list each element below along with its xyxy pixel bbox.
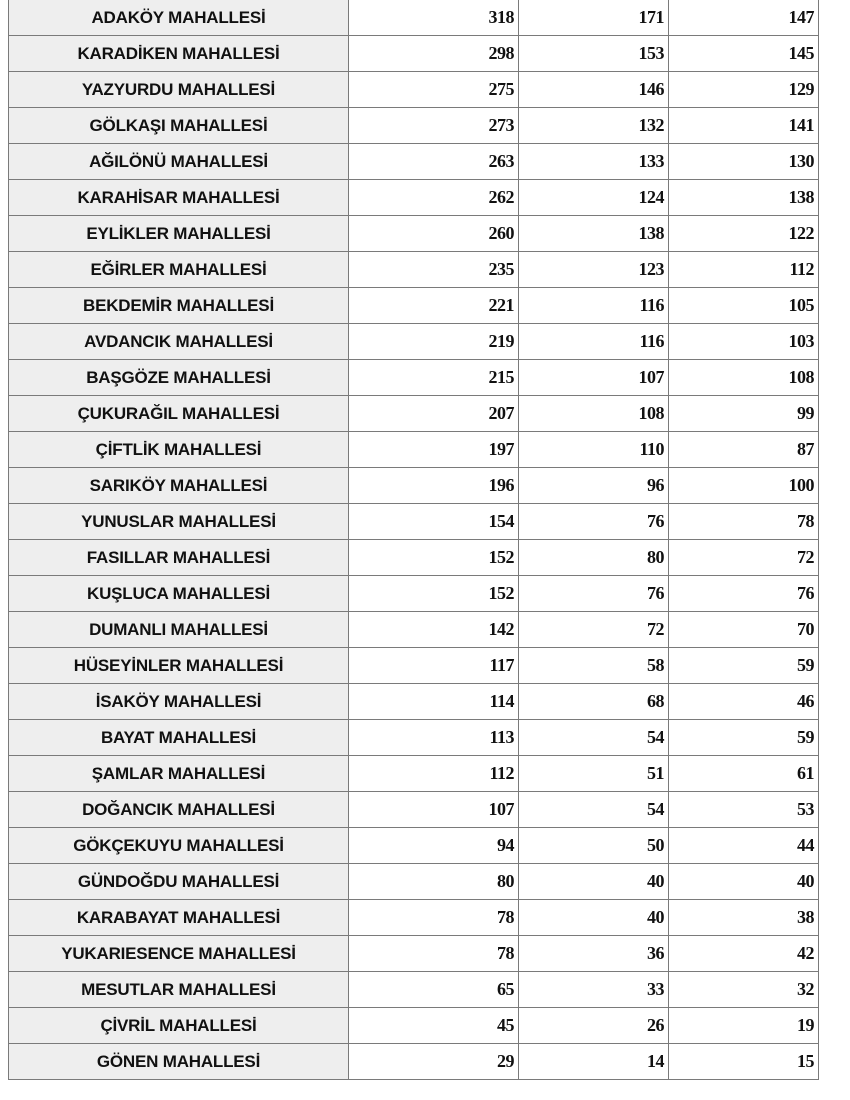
table-row (9, 36, 819, 72)
neighborhood-name: HÜSEYİNLER MAHALLESİ (9, 648, 349, 684)
male-population: 124 (519, 180, 669, 216)
table-row (9, 648, 819, 684)
total-population: 152 (349, 540, 519, 576)
neighborhood-name: ADAKÖY MAHALLESİ (9, 0, 349, 36)
neighborhood-name: YUNUSLAR MAHALLESİ (9, 504, 349, 540)
female-population: 99 (669, 396, 819, 432)
female-population: 15 (669, 1044, 819, 1080)
neighborhood-name: GÜNDOĞDU MAHALLESİ (9, 864, 349, 900)
table-row (9, 612, 819, 648)
neighborhood-name: AVDANCIK MAHALLESİ (9, 324, 349, 360)
female-population: 145 (669, 36, 819, 72)
female-population: 129 (669, 72, 819, 108)
total-population: 113 (349, 720, 519, 756)
table-row (9, 396, 819, 432)
total-population: 117 (349, 648, 519, 684)
neighborhood-name: ÇUKURAĞIL MAHALLESİ (9, 396, 349, 432)
male-population: 110 (519, 432, 669, 468)
table-row (9, 216, 819, 252)
total-population: 78 (349, 900, 519, 936)
male-population: 50 (519, 828, 669, 864)
male-population: 33 (519, 972, 669, 1008)
table-row (9, 720, 819, 756)
neighborhood-name: YUKARIESENCE MAHALLESİ (9, 936, 349, 972)
total-population: 80 (349, 864, 519, 900)
female-population: 78 (669, 504, 819, 540)
female-population: 38 (669, 900, 819, 936)
table-row (9, 828, 819, 864)
male-population: 26 (519, 1008, 669, 1044)
neighborhood-name: BAŞGÖZE MAHALLESİ (9, 360, 349, 396)
table-row (9, 1044, 819, 1080)
table-row (9, 684, 819, 720)
table-row (9, 252, 819, 288)
female-population: 138 (669, 180, 819, 216)
female-population: 46 (669, 684, 819, 720)
table-row (9, 504, 819, 540)
table-row (9, 468, 819, 504)
table-row (9, 972, 819, 1008)
female-population: 40 (669, 864, 819, 900)
male-population: 171 (519, 0, 669, 36)
total-population: 215 (349, 360, 519, 396)
total-population: 273 (349, 108, 519, 144)
table-row (9, 864, 819, 900)
female-population: 61 (669, 756, 819, 792)
male-population: 76 (519, 504, 669, 540)
total-population: 94 (349, 828, 519, 864)
male-population: 54 (519, 720, 669, 756)
total-population: 221 (349, 288, 519, 324)
table-row (9, 360, 819, 396)
neighborhood-name: KARADİKEN MAHALLESİ (9, 36, 349, 72)
male-population: 51 (519, 756, 669, 792)
male-population: 138 (519, 216, 669, 252)
female-population: 42 (669, 936, 819, 972)
total-population: 262 (349, 180, 519, 216)
male-population: 40 (519, 900, 669, 936)
neighborhood-name: KARAHİSAR MAHALLESİ (9, 180, 349, 216)
neighborhood-name: MESUTLAR MAHALLESİ (9, 972, 349, 1008)
table-row (9, 1008, 819, 1044)
neighborhood-name: EYLİKLER MAHALLESİ (9, 216, 349, 252)
neighborhood-name: ŞAMLAR MAHALLESİ (9, 756, 349, 792)
male-population: 146 (519, 72, 669, 108)
table-row (9, 0, 819, 36)
total-population: 318 (349, 0, 519, 36)
neighborhood-name: EĞİRLER MAHALLESİ (9, 252, 349, 288)
table-row (9, 756, 819, 792)
female-population: 112 (669, 252, 819, 288)
neighborhood-name: KUŞLUCA MAHALLESİ (9, 576, 349, 612)
female-population: 76 (669, 576, 819, 612)
male-population: 68 (519, 684, 669, 720)
female-population: 141 (669, 108, 819, 144)
female-population: 32 (669, 972, 819, 1008)
total-population: 29 (349, 1044, 519, 1080)
neighborhood-name: GÖLKAŞI MAHALLESİ (9, 108, 349, 144)
total-population: 263 (349, 144, 519, 180)
table-row (9, 288, 819, 324)
female-population: 108 (669, 360, 819, 396)
male-population: 40 (519, 864, 669, 900)
total-population: 197 (349, 432, 519, 468)
male-population: 132 (519, 108, 669, 144)
total-population: 196 (349, 468, 519, 504)
male-population: 116 (519, 324, 669, 360)
female-population: 53 (669, 792, 819, 828)
male-population: 14 (519, 1044, 669, 1080)
total-population: 207 (349, 396, 519, 432)
neighborhood-name: FASILLAR MAHALLESİ (9, 540, 349, 576)
table-row (9, 936, 819, 972)
male-population: 76 (519, 576, 669, 612)
female-population: 19 (669, 1008, 819, 1044)
total-population: 152 (349, 576, 519, 612)
female-population: 70 (669, 612, 819, 648)
total-population: 275 (349, 72, 519, 108)
total-population: 78 (349, 936, 519, 972)
neighborhood-name: YAZYURDU MAHALLESİ (9, 72, 349, 108)
total-population: 114 (349, 684, 519, 720)
neighborhood-name: DOĞANCIK MAHALLESİ (9, 792, 349, 828)
male-population: 133 (519, 144, 669, 180)
male-population: 58 (519, 648, 669, 684)
neighborhood-name: GÖNEN MAHALLESİ (9, 1044, 349, 1080)
population-table (8, 0, 819, 1080)
table-row (9, 180, 819, 216)
neighborhood-name: SARIKÖY MAHALLESİ (9, 468, 349, 504)
table-row (9, 900, 819, 936)
total-population: 298 (349, 36, 519, 72)
table-row (9, 108, 819, 144)
male-population: 96 (519, 468, 669, 504)
table-row (9, 540, 819, 576)
table-row (9, 792, 819, 828)
female-population: 100 (669, 468, 819, 504)
female-population: 87 (669, 432, 819, 468)
total-population: 65 (349, 972, 519, 1008)
table-row (9, 72, 819, 108)
male-population: 72 (519, 612, 669, 648)
male-population: 54 (519, 792, 669, 828)
female-population: 103 (669, 324, 819, 360)
total-population: 154 (349, 504, 519, 540)
male-population: 123 (519, 252, 669, 288)
table-row (9, 144, 819, 180)
neighborhood-name: DUMANLI MAHALLESİ (9, 612, 349, 648)
male-population: 153 (519, 36, 669, 72)
total-population: 219 (349, 324, 519, 360)
neighborhood-name: ÇİVRİL MAHALLESİ (9, 1008, 349, 1044)
female-population: 72 (669, 540, 819, 576)
neighborhood-name: AĞILÖNÜ MAHALLESİ (9, 144, 349, 180)
neighborhood-name: KARABAYAT MAHALLESİ (9, 900, 349, 936)
female-population: 59 (669, 720, 819, 756)
male-population: 36 (519, 936, 669, 972)
male-population: 80 (519, 540, 669, 576)
table-row (9, 324, 819, 360)
female-population: 59 (669, 648, 819, 684)
male-population: 116 (519, 288, 669, 324)
female-population: 44 (669, 828, 819, 864)
female-population: 105 (669, 288, 819, 324)
female-population: 122 (669, 216, 819, 252)
female-population: 147 (669, 0, 819, 36)
male-population: 107 (519, 360, 669, 396)
table-row (9, 432, 819, 468)
table-body (9, 0, 819, 1080)
total-population: 235 (349, 252, 519, 288)
female-population: 130 (669, 144, 819, 180)
total-population: 260 (349, 216, 519, 252)
neighborhood-name: İSAKÖY MAHALLESİ (9, 684, 349, 720)
total-population: 142 (349, 612, 519, 648)
total-population: 107 (349, 792, 519, 828)
male-population: 108 (519, 396, 669, 432)
total-population: 45 (349, 1008, 519, 1044)
table-row (9, 576, 819, 612)
total-population: 112 (349, 756, 519, 792)
neighborhood-name: BEKDEMİR MAHALLESİ (9, 288, 349, 324)
neighborhood-name: GÖKÇEKUYU MAHALLESİ (9, 828, 349, 864)
neighborhood-name: ÇİFTLİK MAHALLESİ (9, 432, 349, 468)
neighborhood-name: BAYAT MAHALLESİ (9, 720, 349, 756)
